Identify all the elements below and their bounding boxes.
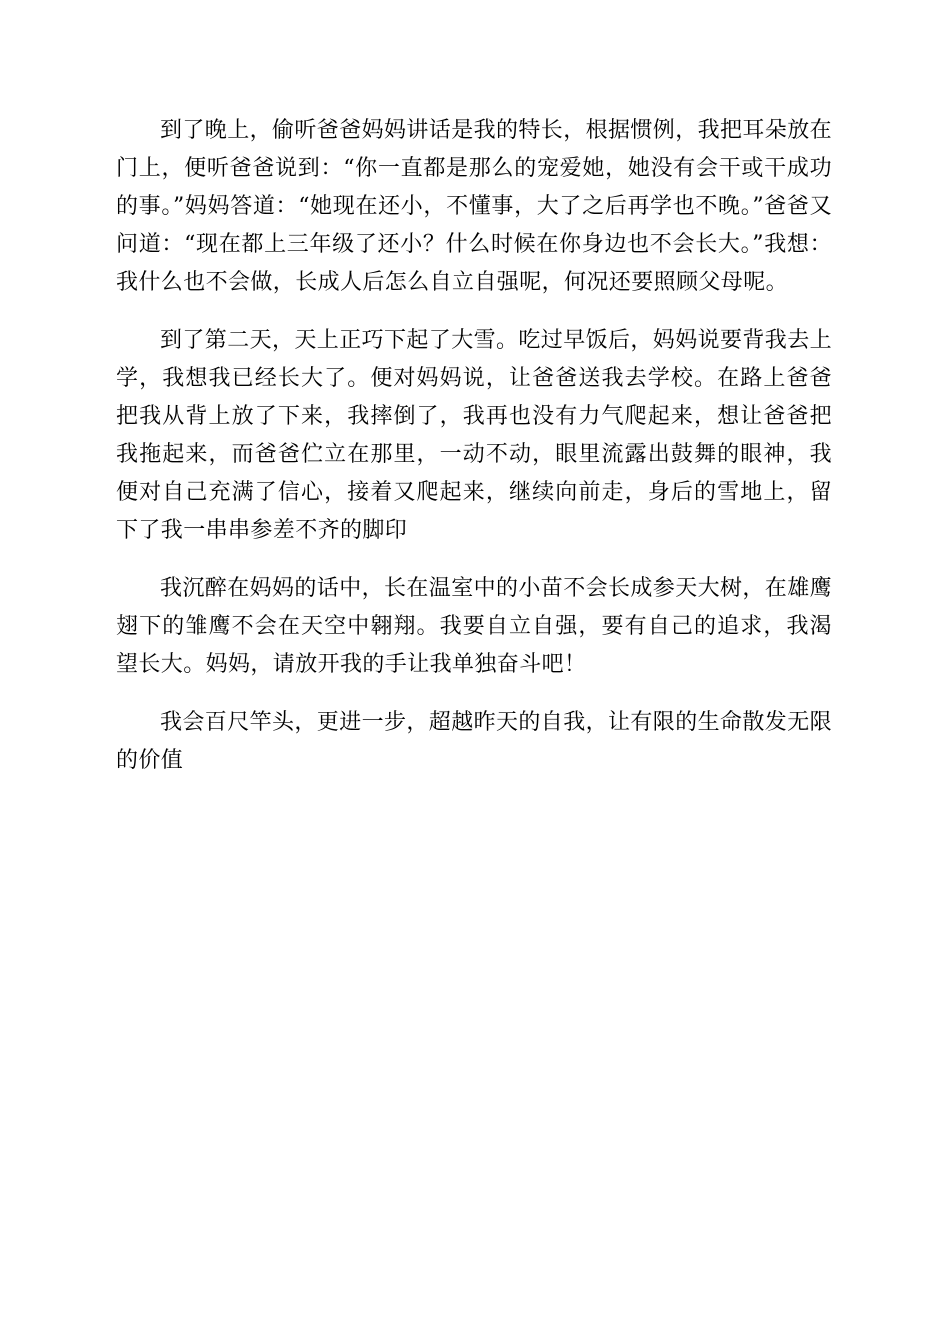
document-body <box>116 112 832 800</box>
paragraph-conclusion: 我会百尺竿头，更进一步，超越昨天的自我，让有限的生命散发无限的价值 <box>116 710 833 773</box>
paragraph-snow-day: 到了第二天，天上正巧下起了大雪。吃过早饭后，妈妈说要背我去上学，我想我已经长大了。便对妈妈说，让爸爸送我去学校。在路上爸爸把我从背上放了下来，我摔倒了，我再也没有力气爬起来，想让爸爸把我拖起来，而爸爸伫立在那里，一动不动，眼里流露出鼓舞的眼神，我便对自己充满了信心，接着又爬起来，继续向前走，身后的雪地上，留下了我一串串参差不齐的脚印 <box>116 328 833 543</box>
paragraph-night-eavesdrop: 到了晚上，偷听爸爸妈妈讲话是我的特长，根据惯例，我把耳朵放在门上，便听爸爸说到：“你一直都是那么的宠爱她，她没有会干或干成功的事。”妈妈答道：“她现在还小，不懂事，大了之后再学也不晚。”爸爸又问道：“现在都上三年级了还小？什么时候在你身边也不会长大。”我想：我什么也不会做，长成人后怎么自立自强呢，何况还要照顾父母呢。 <box>116 118 833 295</box>
paragraph-reflection: 我沉醉在妈妈的话中，长在温室中的小苗不会长成参天大树，在雄鹰翅下的雏鹰不会在天空中翱翔。我要自立自强，要有自己的追求，我渴望长大。妈妈，请放开我的手让我单独奋斗吧！ <box>116 576 833 677</box>
